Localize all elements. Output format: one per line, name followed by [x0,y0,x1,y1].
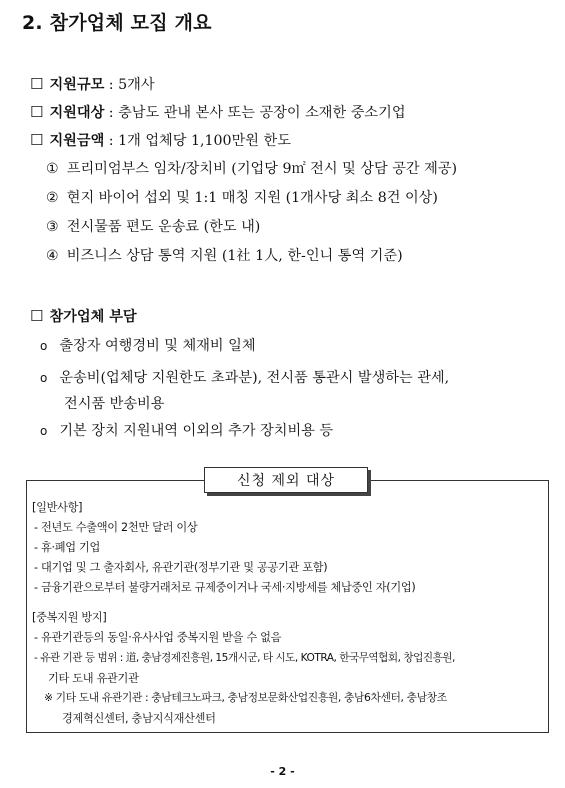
general-item: - 대기업 및 그 출자회사, 유관기관(정부기관 및 공공기관 포함) [34,561,328,574]
item-text: 전시물품 편도 운송료 (한도 내) [66,219,261,235]
support-item [46,158,457,178]
burden-text: 기본 장치 지원내역 이외의 추가 장치비용 등 [59,423,334,439]
checkbox-icon: ☐ [30,75,44,93]
item-number: ① [46,161,59,177]
target-row [30,102,406,122]
checkbox-icon: ☐ [30,307,44,325]
general-item: - 금융기관으로부터 불량거래처로 규제중이거나 국세·지방세를 체납중인 자(기업) [34,581,416,594]
target-value: 충남도 관내 본사 또는 공장이 소재한 중소기업 [118,105,406,121]
duplicate-item: - 유관 기관 등 범위 : 道, 충남경제진흥원, 15개시군, 타 시도, KOTRA, 한국무역협회, 창업진흥원, [34,652,455,664]
item-number: ③ [46,219,59,235]
amount-sep: : [104,133,119,149]
burden-item-continued: 전시품 반송비용 [64,396,165,412]
exclusion-title: 신청 제외 대상 [204,467,368,493]
amount-value: 1개 업체당 1,100만원 한도 [118,133,291,149]
burden-heading: 참가업체 부담 [49,309,137,325]
burden-item [40,367,449,387]
scale-row [30,74,155,94]
support-item [46,216,260,236]
general-item: - 휴·폐업 기업 [34,541,101,554]
checkbox-icon: ☐ [30,131,44,149]
scale-label: 지원규모 [49,77,105,93]
item-text: 비즈니스 상담 통역 지원 (1社 1人, 한-인니 통역 기준) [66,248,403,264]
scale-value: 5개사 [118,77,155,93]
duplicate-note: ※ 기타 도내 유관기관 : 충남테크노파크, 충남정보문화산업진흥원, 충남6차센터, 충남창조 [44,691,447,704]
duplicate-heading: [중복지원 방지] [32,611,107,624]
scale-sep: : [104,77,119,93]
target-label: 지원대상 [49,105,105,121]
burden-item [40,335,256,355]
item-text: 프리미엄부스 임차/장치비 (기업당 9㎡ 전시 및 상담 공간 제공) [66,161,458,177]
duplicate-item-continued: 기타 도내 유관기관 [48,672,139,685]
duplicate-note-continued: 경제혁신센터, 충남지식재산센터 [62,712,216,725]
duplicate-item: - 유관기관등의 동일·유사사업 중복지원 받을 수 없음 [34,631,282,644]
amount-label: 지원금액 [49,133,105,149]
support-item [46,187,438,207]
support-item [46,245,403,265]
page-title: 2. 참가업체 모집 개요 [22,12,212,34]
burden-heading-row [30,306,137,326]
target-sep: : [104,105,119,121]
amount-row [30,130,291,150]
item-number: ② [46,190,59,206]
bullet-icon: o [40,339,48,353]
page-number: - 2 - [270,765,295,778]
burden-text: 출장자 여행경비 및 체재비 일체 [59,338,256,354]
burden-text: 운송비(업체당 지원한도 초과분), 전시품 통관시 발생하는 관세, [59,370,450,386]
general-heading: [일반사항] [32,501,83,514]
checkbox-icon: ☐ [30,103,44,121]
general-item: - 전년도 수출액이 2천만 달러 이상 [34,521,198,534]
bullet-icon: o [40,424,48,438]
bullet-icon: o [40,371,48,385]
item-text: 현지 바이어 섭외 및 1:1 매칭 지원 (1개사당 최소 8건 이상) [66,190,438,206]
burden-item [40,420,333,440]
item-number: ④ [46,248,59,264]
